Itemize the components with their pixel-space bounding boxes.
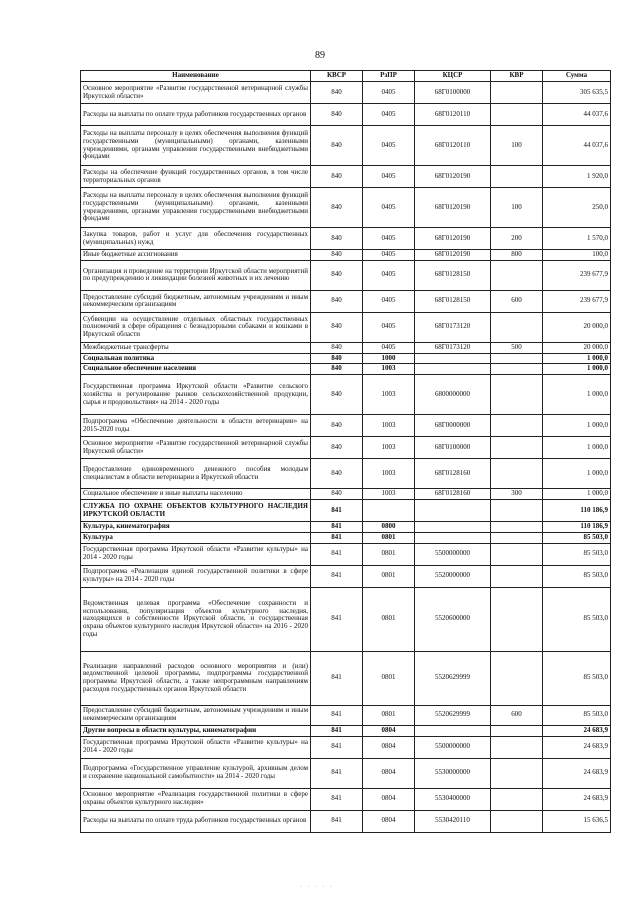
table-row xyxy=(81,82,611,104)
row-kcsr: 68Г0100000 xyxy=(415,437,491,459)
row-kcsr: 68Г0128150 xyxy=(415,260,491,290)
row-kcsr: 5520629999 xyxy=(415,705,491,725)
row-rzpr: 0405 xyxy=(363,250,415,261)
header-name: Наименование xyxy=(81,71,311,82)
row-kvr: 800 xyxy=(491,250,543,261)
row-rzpr xyxy=(363,500,415,522)
row-kcsr: 68Г0128150 xyxy=(415,290,491,312)
row-kvr xyxy=(491,459,543,489)
row-rzpr: 1003 xyxy=(363,489,415,500)
table-row xyxy=(81,342,611,353)
table-row xyxy=(81,651,611,705)
row-kvr xyxy=(491,104,543,126)
row-kvsr: 840 xyxy=(311,342,363,353)
row-kvsr: 841 xyxy=(311,705,363,725)
row-rzpr: 0804 xyxy=(363,758,415,788)
row-sum: 85 503,0 xyxy=(543,565,611,587)
table-row xyxy=(81,810,611,832)
table-row xyxy=(81,260,611,290)
row-sum: 85 503,0 xyxy=(543,543,611,565)
row-kcsr: 5530420110 xyxy=(415,810,491,832)
row-kvsr: 841 xyxy=(311,565,363,587)
row-name: Подпрограмма «Обеспечение деятельности в области ветеринарии» на 2015-2020 годы xyxy=(81,415,311,437)
table-row xyxy=(81,364,611,375)
row-kcsr: 68Г0120190 xyxy=(415,166,491,188)
row-name: Подпрограмма «Государственное управление культурой, архивным делом и сохранение национальной самобытности» на 2014 - 2020 годы xyxy=(81,758,311,788)
row-kcsr: 6800000000 xyxy=(415,375,491,415)
table-row xyxy=(81,736,611,758)
row-sum: 44 037,6 xyxy=(543,104,611,126)
row-name: Государственная программа Иркутской области «Развитие культуры» на 2014 - 2020 годы xyxy=(81,543,311,565)
row-sum: 1 920,0 xyxy=(543,166,611,188)
row-kvr xyxy=(491,736,543,758)
row-kcsr: 68Г0120190 xyxy=(415,228,491,250)
header-kvsr: КВСР xyxy=(311,71,363,82)
row-kvsr: 840 xyxy=(311,250,363,261)
row-name: Ведомственная целевая программа «Обеспечение сохранности и использования, популяризация объектов культурного наследия, находящихся в собственности Иркутской области, и государственная охрана объектов культурного наследия Иркутской области» на 2016 - 2020 годы xyxy=(81,587,311,651)
row-rzpr: 0405 xyxy=(363,290,415,312)
table-row xyxy=(81,126,611,166)
row-sum: 20 000,0 xyxy=(543,312,611,342)
header-rzpr: РзПР xyxy=(363,71,415,82)
table-row xyxy=(81,459,611,489)
row-sum: 85 503,0 xyxy=(543,587,611,651)
row-sum: 250,0 xyxy=(543,188,611,228)
row-kvsr: 840 xyxy=(311,166,363,188)
table-row xyxy=(81,353,611,364)
row-sum: 110 186,9 xyxy=(543,522,611,533)
row-name: Расходы на обеспечение функций государственных органов, в том числе территориальных органов xyxy=(81,166,311,188)
row-rzpr: 0405 xyxy=(363,188,415,228)
row-kcsr xyxy=(415,725,491,736)
row-kvr xyxy=(491,353,543,364)
row-name: Предоставление субсидий бюджетным, автономным учреждениям и иным некоммерческим организациям xyxy=(81,290,311,312)
row-kcsr xyxy=(415,353,491,364)
row-kvr xyxy=(491,522,543,533)
row-sum: 1 570,0 xyxy=(543,228,611,250)
table-row xyxy=(81,437,611,459)
row-name: Предоставление субсидий бюджетным, автономным учреждениям и иным некоммерческим организациям xyxy=(81,705,311,725)
table-row xyxy=(81,250,611,261)
row-name: Реализация направлений расходов основного мероприятия и (или) ведомственной целевой программы, подпрограммы государственной программы Иркутской области, а также непрограммным направлениям расходов государственных органов Иркутской области xyxy=(81,651,311,705)
table-row xyxy=(81,500,611,522)
row-kvsr: 841 xyxy=(311,532,363,543)
row-rzpr: 1003 xyxy=(363,375,415,415)
row-kvr xyxy=(491,260,543,290)
header-kvr: КВР xyxy=(491,71,543,82)
row-name: Расходы на выплаты персоналу в целях обеспечения выполнения функций государственными (муниципальными) органами, казенными учреждениями, органами управления государственными внебюджетными фондами xyxy=(81,188,311,228)
row-kvsr: 841 xyxy=(311,736,363,758)
table-row xyxy=(81,522,611,533)
row-kcsr: 68Г0120190 xyxy=(415,250,491,261)
row-rzpr: 0405 xyxy=(363,228,415,250)
row-kcsr xyxy=(415,364,491,375)
row-kcsr xyxy=(415,532,491,543)
row-kvsr: 840 xyxy=(311,353,363,364)
row-kvr xyxy=(491,565,543,587)
row-name: Социальная политика xyxy=(81,353,311,364)
row-sum: 44 037,6 xyxy=(543,126,611,166)
table-row xyxy=(81,705,611,725)
row-sum: 24 683,9 xyxy=(543,758,611,788)
row-sum: 1 000,0 xyxy=(543,459,611,489)
row-kvsr: 840 xyxy=(311,228,363,250)
table-row xyxy=(81,312,611,342)
row-rzpr: 1003 xyxy=(363,459,415,489)
row-kcsr: 68Г0120110 xyxy=(415,126,491,166)
row-kvsr: 841 xyxy=(311,500,363,522)
row-kvsr: 840 xyxy=(311,104,363,126)
row-sum: 85 503,0 xyxy=(543,705,611,725)
row-rzpr: 0801 xyxy=(363,565,415,587)
row-kvsr: 841 xyxy=(311,543,363,565)
header-sum: Сумма xyxy=(543,71,611,82)
row-kcsr: 68Г0173120 xyxy=(415,312,491,342)
row-kvr xyxy=(491,82,543,104)
row-kcsr: 5520000000 xyxy=(415,565,491,587)
table-row xyxy=(81,375,611,415)
row-kvr xyxy=(491,587,543,651)
table-row xyxy=(81,290,611,312)
row-kvr: 600 xyxy=(491,705,543,725)
row-kcsr: 5530400000 xyxy=(415,788,491,810)
table-row xyxy=(81,543,611,565)
row-name: Государственная программа Иркутской области «Развитие культуры» на 2014 - 2020 годы xyxy=(81,736,311,758)
row-kcsr: 5500000000 xyxy=(415,543,491,565)
row-name: Культура xyxy=(81,532,311,543)
row-kvsr: 840 xyxy=(311,489,363,500)
row-kcsr: 68Г0120110 xyxy=(415,104,491,126)
table-header-row xyxy=(81,71,611,82)
row-kvr xyxy=(491,725,543,736)
row-name: Расходы на выплаты персоналу в целях обеспечения выполнения функций государственными (муниципальными) органами, казенными учреждениями, органами управления государственными внебюджетными фондами xyxy=(81,126,311,166)
row-sum: 239 677,9 xyxy=(543,290,611,312)
table-row xyxy=(81,725,611,736)
row-name: Социальное обеспечение и иные выплаты населению xyxy=(81,489,311,500)
row-kvsr: 840 xyxy=(311,459,363,489)
row-rzpr: 0801 xyxy=(363,705,415,725)
row-kcsr: 68Г0128160 xyxy=(415,459,491,489)
row-kvsr: 841 xyxy=(311,788,363,810)
row-name: Расходы на выплаты по оплате труда работников государственных органов xyxy=(81,810,311,832)
table-row xyxy=(81,104,611,126)
row-kvsr: 840 xyxy=(311,415,363,437)
row-kvr xyxy=(491,788,543,810)
row-name: Субвенции на осуществление отдельных областных государственных полномочий в сфере обращения с безнадзорными собаками и кошками в Иркутской области xyxy=(81,312,311,342)
header-kcsr: КЦСР xyxy=(415,71,491,82)
page-number: 89 xyxy=(315,50,325,61)
row-name: Подпрограмма «Реализация единой государственной политики в сфере культуры» на 2014 - 2020 годы xyxy=(81,565,311,587)
row-kvsr: 841 xyxy=(311,725,363,736)
row-sum: 24 683,9 xyxy=(543,725,611,736)
row-kvr: 200 xyxy=(491,228,543,250)
row-kvr xyxy=(491,532,543,543)
row-kvr: 100 xyxy=(491,126,543,166)
row-name: Другие вопросы в области культуры, кинематографии xyxy=(81,725,311,736)
row-sum: 100,0 xyxy=(543,250,611,261)
row-rzpr: 0405 xyxy=(363,312,415,342)
row-sum: 239 677,9 xyxy=(543,260,611,290)
row-rzpr: 0405 xyxy=(363,166,415,188)
row-kvsr: 840 xyxy=(311,260,363,290)
row-kvsr: 840 xyxy=(311,290,363,312)
table-row xyxy=(81,166,611,188)
row-rzpr: 0800 xyxy=(363,522,415,533)
row-kvr: 100 xyxy=(491,188,543,228)
row-kvr: 600 xyxy=(491,290,543,312)
row-kvsr: 841 xyxy=(311,651,363,705)
row-rzpr: 0405 xyxy=(363,126,415,166)
row-sum: 20 000,0 xyxy=(543,342,611,353)
row-sum: 85 503,0 xyxy=(543,532,611,543)
row-kvsr: 840 xyxy=(311,437,363,459)
row-rzpr: 0804 xyxy=(363,725,415,736)
row-name: Предоставление единовременного денежного пособия молодым специалистам в области ветеринарии в Иркутской области xyxy=(81,459,311,489)
row-kcsr: 5530000000 xyxy=(415,758,491,788)
row-sum: 24 683,9 xyxy=(543,736,611,758)
row-kcsr: 68Г0000000 xyxy=(415,415,491,437)
row-kcsr: 68Г0173120 xyxy=(415,342,491,353)
row-kvr xyxy=(491,375,543,415)
row-kcsr: 5520600000 xyxy=(415,587,491,651)
row-rzpr: 0405 xyxy=(363,342,415,353)
row-kvsr: 840 xyxy=(311,126,363,166)
table-row xyxy=(81,788,611,810)
row-name: Государственная программа Иркутской области «Развитие сельского хозяйства и регулирование рынков сельскохозяйственной продукции, сырья и продовольствия» на 2014 - 2020 годы xyxy=(81,375,311,415)
table-row xyxy=(81,415,611,437)
row-kvsr: 840 xyxy=(311,364,363,375)
row-name: Основное мероприятие «Развитие государственной ветеринарной службы Иркутской области» xyxy=(81,82,311,104)
row-kvsr: 841 xyxy=(311,522,363,533)
row-kvsr: 840 xyxy=(311,188,363,228)
row-name: Основное мероприятие «Реализация государственной политики в сфере охраны объектов культурного наследия» xyxy=(81,788,311,810)
row-kvr xyxy=(491,651,543,705)
row-kvr xyxy=(491,415,543,437)
row-sum: 85 503,0 xyxy=(543,651,611,705)
row-rzpr: 1003 xyxy=(363,437,415,459)
row-rzpr: 1003 xyxy=(363,415,415,437)
row-rzpr: 0801 xyxy=(363,543,415,565)
row-kvr xyxy=(491,166,543,188)
row-kcsr xyxy=(415,500,491,522)
row-name: Социальное обеспечение населения xyxy=(81,364,311,375)
row-rzpr: 0405 xyxy=(363,82,415,104)
row-kvr: 300 xyxy=(491,489,543,500)
row-sum: 1 000,0 xyxy=(543,489,611,500)
row-kvr: 500 xyxy=(491,342,543,353)
row-kvsr: 840 xyxy=(311,82,363,104)
row-rzpr: 0801 xyxy=(363,532,415,543)
row-name: Основное мероприятие «Развитие государственной ветеринарной службы Иркутской области» xyxy=(81,437,311,459)
row-rzpr: 0405 xyxy=(363,260,415,290)
row-sum: 24 683,9 xyxy=(543,788,611,810)
row-name: Межбюджетные трансферты xyxy=(81,342,311,353)
row-rzpr: 0801 xyxy=(363,651,415,705)
row-kcsr: 68Г0120190 xyxy=(415,188,491,228)
row-name: Расходы на выплаты по оплате труда работников государственных органов xyxy=(81,104,311,126)
row-kvsr: 841 xyxy=(311,810,363,832)
row-sum: 15 636,5 xyxy=(543,810,611,832)
row-rzpr: 0804 xyxy=(363,810,415,832)
row-kvr xyxy=(491,758,543,788)
row-sum: 1 000,0 xyxy=(543,415,611,437)
row-kcsr: 68Г0128160 xyxy=(415,489,491,500)
table-row xyxy=(81,228,611,250)
row-name: Культура, кинематография xyxy=(81,522,311,533)
row-kvr xyxy=(491,437,543,459)
table-row xyxy=(81,758,611,788)
row-kcsr: 5520629999 xyxy=(415,651,491,705)
row-sum: 305 635,5 xyxy=(543,82,611,104)
row-rzpr: 0405 xyxy=(363,104,415,126)
row-name: Организация и проведение на территории Иркутской области мероприятий по предупреждению и ликвидации болезней животных и их лечению xyxy=(81,260,311,290)
row-name: Иные бюджетные ассигнования xyxy=(81,250,311,261)
table-row xyxy=(81,489,611,500)
row-name: Закупка товаров, работ и услуг для обеспечения государственных (муниципальных) нужд xyxy=(81,228,311,250)
row-sum: 1 000,0 xyxy=(543,353,611,364)
row-rzpr: 1000 xyxy=(363,353,415,364)
row-kcsr: 68Г0100000 xyxy=(415,82,491,104)
row-kvsr: 840 xyxy=(311,375,363,415)
row-kvr xyxy=(491,543,543,565)
row-kcsr xyxy=(415,522,491,533)
budget-table xyxy=(80,70,611,833)
table-row xyxy=(81,565,611,587)
row-rzpr: 0804 xyxy=(363,736,415,758)
row-kvsr: 841 xyxy=(311,587,363,651)
row-kvr xyxy=(491,810,543,832)
row-kvr xyxy=(491,364,543,375)
row-rzpr: 0801 xyxy=(363,587,415,651)
row-kvsr: 841 xyxy=(311,758,363,788)
row-name: СЛУЖБА ПО ОХРАНЕ ОБЪЕКТОВ КУЛЬТУРНОГО НАСЛЕДИЯ ИРКУТСКОЙ ОБЛАСТИ xyxy=(81,500,311,522)
table-row xyxy=(81,587,611,651)
row-rzpr: 0804 xyxy=(363,788,415,810)
row-sum: 1 000,0 xyxy=(543,375,611,415)
row-sum: 1 000,0 xyxy=(543,437,611,459)
row-kvsr: 840 xyxy=(311,312,363,342)
row-sum: 1 000,0 xyxy=(543,364,611,375)
table-row xyxy=(81,188,611,228)
table-row xyxy=(81,532,611,543)
table-body xyxy=(81,82,611,833)
row-rzpr: 1003 xyxy=(363,364,415,375)
row-kvr xyxy=(491,312,543,342)
row-kvr xyxy=(491,500,543,522)
row-kcsr: 5500000000 xyxy=(415,736,491,758)
scan-artifact: · · · · · xyxy=(300,884,334,890)
row-sum: 110 186,9 xyxy=(543,500,611,522)
